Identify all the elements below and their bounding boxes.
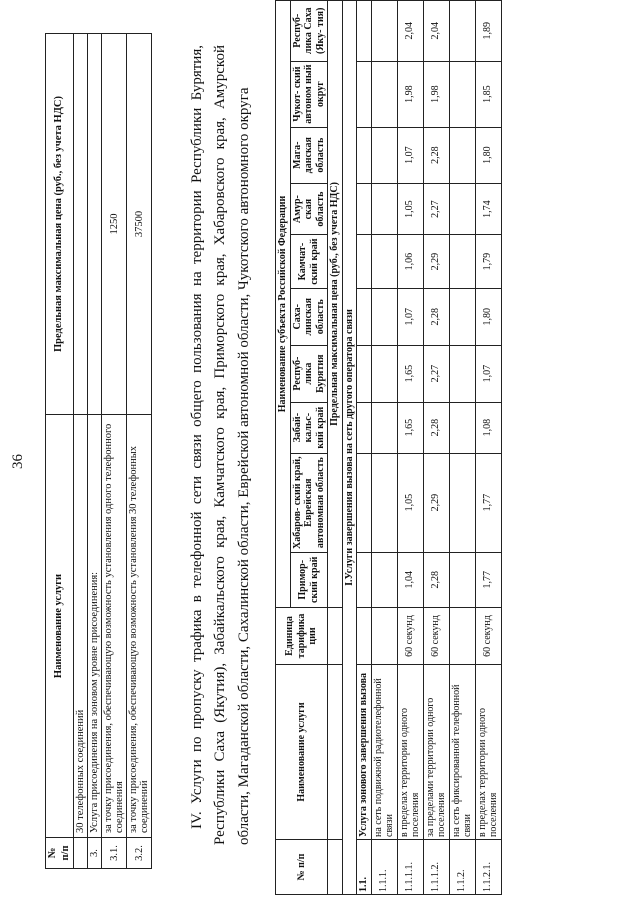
header-region: Камчат- ский край [290,235,328,288]
row-value [357,453,372,552]
section-heading-line-3: области, Магаданской области, Сахалинской области, Еврейской автономной области, Чукотского автономного округа [235,87,252,845]
row-value: 1,80 [475,288,501,345]
table-row [102,34,127,869]
row-value [357,288,372,345]
table-row [423,1,449,895]
row-service-name: 30 телефонных соединений [74,415,88,838]
row-service-name: в пределах территории одного поселения [397,665,423,840]
row-service-name: за пределами территории одного поселения [423,665,449,840]
row-value [371,183,397,235]
row-price [88,34,102,415]
row-num: 1.1. [357,840,372,895]
row-value: 2,27 [423,183,449,235]
row-value [357,235,372,288]
table-row [397,1,423,895]
table-row [371,1,397,895]
header-region: Респуб- лика Бурятия [290,345,328,402]
section-heading-line-1: IV. Услуги по пропуску трафика в телефонной сети связи общего пользования на территории Республики Бурятия, [189,45,205,829]
row-value: 1,07 [397,288,423,345]
section-heading [186,45,256,845]
row-value [371,402,397,453]
row-value: 1,89 [475,1,501,62]
row-value: 2,29 [423,453,449,552]
header-max-price: Предельная максимальная цена (руб., без учета НДС) [46,34,74,415]
header-num: № п/п [46,838,74,869]
table-row [127,34,152,869]
row-value: 2,04 [397,1,423,62]
row-unit: 60 секунд [397,608,423,665]
row-value [449,345,475,402]
header-region: Респуб- лика Саха (Яку- тия) [290,1,328,62]
row-num: 1.1.2.1. [475,840,501,895]
row-value [371,127,397,183]
header-num: № п/п [276,840,328,895]
header-service-name: Наименование услуги [276,665,328,840]
row-value: 2,27 [423,345,449,402]
row-num: 1.1.1. [371,840,397,895]
table-row [357,1,372,895]
row-value: 1,79 [475,235,501,288]
row-value [357,345,372,402]
row-value [371,345,397,402]
header-region: Забай- кальс- кий край [290,402,328,453]
row-value: 1,80 [475,127,501,183]
row-value [357,552,372,607]
row-value [371,288,397,345]
row-service-name: в пределах территории одного поселения [475,665,501,840]
row-value: 2,28 [423,552,449,607]
row-value: 1,98 [423,61,449,127]
table-row [475,1,501,895]
section-heading-line-2: Республики Саха (Якутия), Забайкальского края, Камчатского края, Приморского края, Хабаровского края, Амурской [212,45,229,845]
table-header-row [46,34,74,869]
row-value: 1,05 [397,183,423,235]
row-value [357,61,372,127]
row-value [449,453,475,552]
row-num: 3.2. [127,838,152,869]
header-region: Амур- ская область [290,183,328,235]
page-number: 36 [10,454,26,469]
row-value [449,127,475,183]
header-region: Чукот- ский автоном ный округ [290,61,328,127]
row-service-name: за точку присоединения, обеспечивающую возможность установления одного телефонного соединения [102,415,127,838]
header-region: Саха- линская область [290,288,328,345]
row-value: 1,77 [475,453,501,552]
row-value: 1,08 [475,402,501,453]
row-value: 1,74 [475,183,501,235]
price-caption-row [328,1,343,895]
header-region: Мага- данская область [290,127,328,183]
row-service-name: на сеть подвижной радиотелефонной связи [371,665,397,840]
header-region: Хабаров- ский край, Еврейская автономная область [290,453,328,552]
row-value [371,552,397,607]
row-value: 2,28 [423,402,449,453]
row-value [371,1,397,62]
header-unit: Единица тарифика ции [276,608,328,665]
row-num: 3. [88,838,102,869]
row-unit [371,608,397,665]
row-unit: 60 секунд [475,608,501,665]
row-service-name: на сеть фиксированной телефонной связи [449,665,475,840]
row-value: 1,07 [397,127,423,183]
row-value [449,288,475,345]
row-value [449,1,475,62]
row-unit [449,608,475,665]
tariff-table-top [45,33,152,869]
row-value [449,183,475,235]
row-value [371,235,397,288]
row-value: 2,28 [423,127,449,183]
row-value: 1,04 [397,552,423,607]
row-price: 1250 [102,34,127,415]
header-service-name: Наименование услуги [46,415,74,838]
header-subjects: Наименование субъекта Российской Федерации [276,1,291,608]
header-region: Примор- ский край [290,552,328,607]
row-value [357,402,372,453]
main-table-body [357,1,502,895]
row-num: 1.1.2. [449,840,475,895]
row-value [449,402,475,453]
table-header-row [276,1,291,895]
row-num: 3.1. [102,838,127,869]
tariff-table-main [275,0,502,895]
row-num: 1.1.1.1. [397,840,423,895]
row-value: 1,06 [397,235,423,288]
row-value: 1,77 [475,552,501,607]
row-num: 1.1.1.2. [423,840,449,895]
row-value: 2,04 [423,1,449,62]
row-value: 1,07 [475,345,501,402]
price-caption: Предельная максимальная цена (руб., без учета НДС) [328,1,343,608]
table-row [74,34,88,869]
row-value: 1,65 [397,345,423,402]
row-value [449,61,475,127]
row-value [357,127,372,183]
row-num [74,838,88,869]
row-value: 1,98 [397,61,423,127]
row-unit: 60 секунд [423,608,449,665]
row-price [74,34,88,415]
row-service-name: за точку присоединения, обеспечивающую возможность установления 30 телефонных соединений [127,415,152,838]
row-value [449,552,475,607]
row-value [449,235,475,288]
row-value [357,183,372,235]
row-value [371,61,397,127]
row-value: 2,29 [423,235,449,288]
row-price: 37500 [127,34,152,415]
row-value: 1,65 [397,402,423,453]
row-service-name: Услуга зонового завершения вызова [357,665,372,840]
table-row [88,34,102,869]
row-service-name: Услуга присоединения на зоновом уровне присоединения: [88,415,102,838]
row-value: 2,28 [423,288,449,345]
row-value: 1,05 [397,453,423,552]
row-value [371,453,397,552]
row-value [357,1,372,62]
table-row [449,1,475,895]
section-row [342,1,357,895]
section-title: I.Услуги завершения вызова на сеть другого оператора связи [342,1,357,895]
row-value: 1,85 [475,61,501,127]
row-unit [357,608,372,665]
